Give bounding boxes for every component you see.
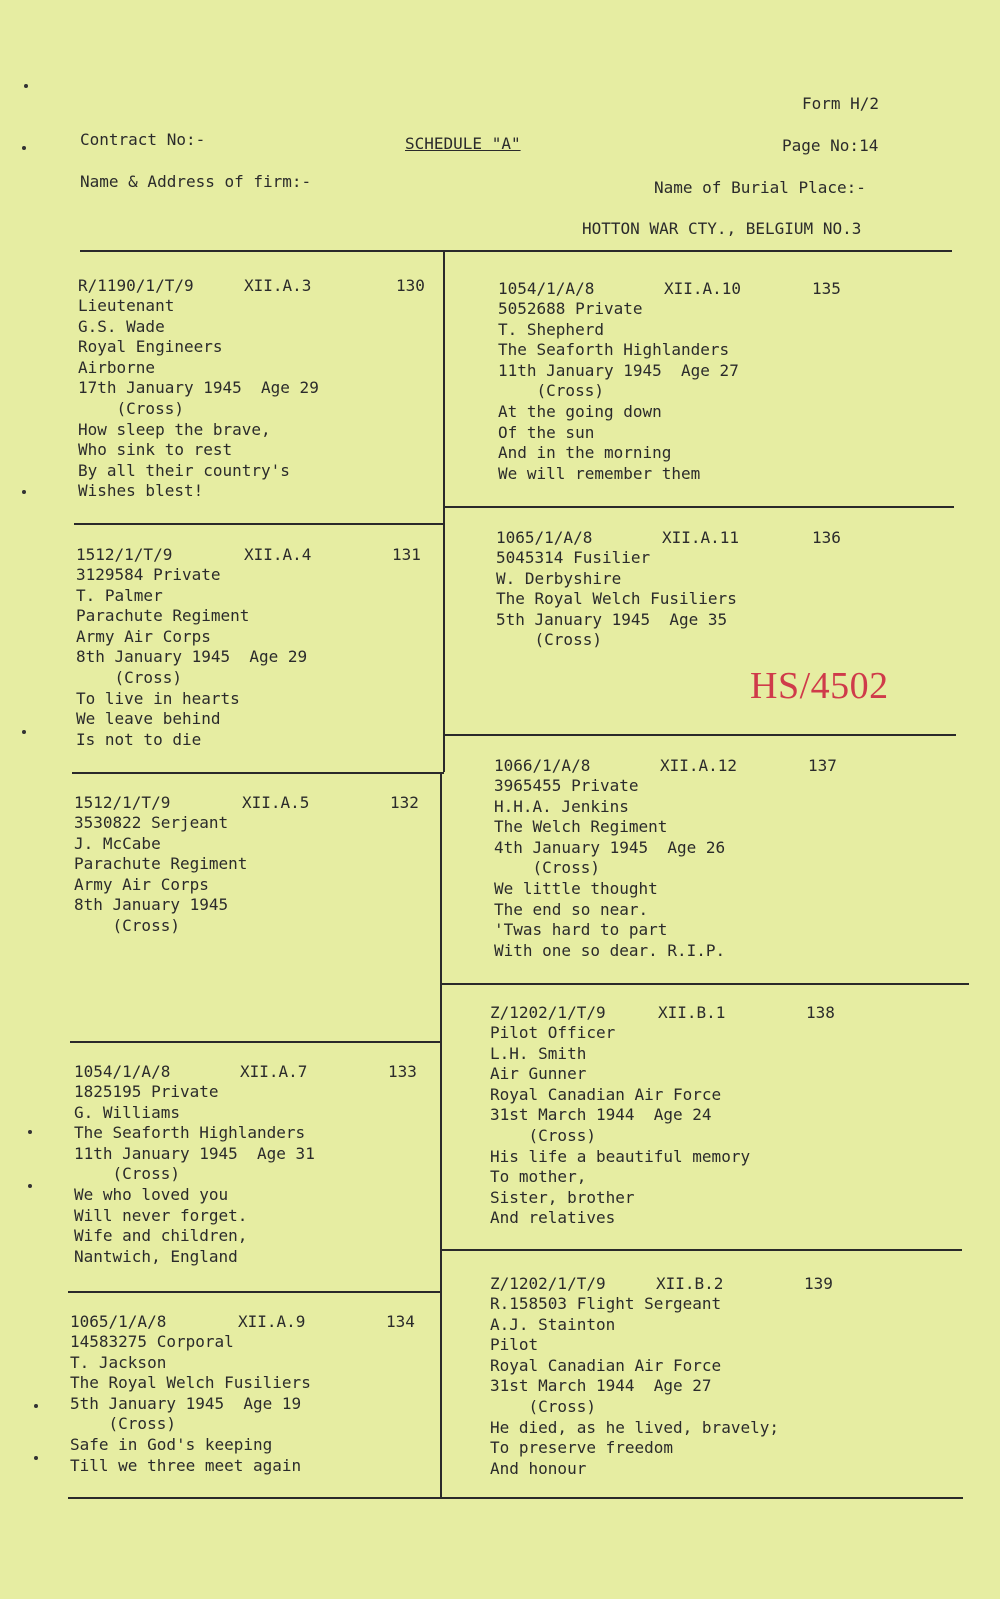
entry-number: 136 [812,528,841,547]
entry-reference: 1054/1/A/8 [498,279,595,298]
entry-line: The Seaforth Highlanders [498,340,730,360]
entry-number: 137 [808,756,837,775]
entry-line: 11th January 1945 Age 27 [498,360,739,380]
entry-line: We who loved you [74,1184,229,1204]
entry-line: Wife and children, [74,1226,248,1246]
entry-number: 139 [804,1274,833,1293]
right-rule-4 [440,1249,962,1251]
entry-line: J. McCabe [74,833,161,853]
margin-speck [34,1456,38,1460]
right-rule-3 [441,983,969,985]
entry-line: Airborne [78,357,156,377]
contract-no-label: Contract No:- [80,130,206,149]
entry-line: (Cross) [76,667,182,687]
entry-line: Air Gunner [490,1064,587,1084]
grave-entry-136 [496,528,856,651]
header-rule [80,250,952,252]
entry-line: (Cross) [490,1125,596,1145]
entry-line: 3129584 Private [76,565,221,584]
entry-number: 138 [806,1003,835,1022]
entry-line: And honour [490,1458,587,1478]
entry-line: G.S. Wade [78,316,165,336]
entry-line: 3965455 Private [494,776,639,795]
entry-line: Pilot [490,1335,539,1355]
bottom-rule [68,1497,963,1499]
entry-line: Royal Canadian Air Force [490,1355,722,1375]
entry-line: G. Williams [74,1102,180,1122]
entry-line: 5th January 1945 Age 19 [70,1393,302,1413]
entry-reference: 1065/1/A/8 [496,528,593,547]
margin-speck [28,1184,32,1188]
entry-line: 4th January 1945 Age 26 [494,837,726,857]
entry-line: 1825195 Private [74,1082,219,1101]
entry-grave-ref: XII.A.9 [238,1312,306,1331]
entry-grave-ref: XII.A.10 [664,279,742,298]
entry-line: 3530822 Serjeant [74,813,229,832]
left-rule-1 [74,523,444,525]
margin-speck [22,490,26,494]
entry-number: 133 [388,1062,417,1081]
entry-line: Army Air Corps [74,874,209,894]
entry-line: To mother, [490,1167,587,1187]
entry-line: 5th January 1945 Age 35 [496,609,728,629]
column-divider-bottom [440,772,442,1498]
entry-line: We will remember them [498,463,701,483]
entry-line: Is not to die [76,729,202,749]
right-rule-1 [444,506,954,508]
firm-label: Name & Address of firm:- [80,172,312,191]
entry-line: Who sink to rest [78,440,233,460]
left-rule-4 [68,1291,440,1293]
entry-line: (Cross) [490,1396,596,1416]
entry-line: The Seaforth Highlanders [74,1123,306,1143]
entry-line: How sleep the brave, [78,419,271,439]
entry-line: To preserve freedom [490,1438,674,1458]
entry-reference: R/1190/1/T/9 [78,276,194,295]
entry-line: Lieutenant [78,296,175,315]
entry-line: 17th January 1945 Age 29 [78,378,319,398]
entry-line: (Cross) [496,630,602,650]
entry-line: Royal Canadian Air Force [490,1084,722,1104]
entry-line: (Cross) [74,1164,180,1184]
column-divider-top [443,252,445,772]
entry-reference: 1512/1/T/9 [74,793,171,812]
entry-number: 131 [392,545,421,564]
margin-speck [34,1404,38,1408]
grave-entry-137 [494,756,854,961]
grave-entry-131 [76,545,436,750]
form-number: Form H/2 [802,94,880,113]
entry-line: Nantwich, England [74,1246,238,1266]
left-rule-2 [72,772,444,774]
entry-line: 31st March 1944 Age 24 [490,1105,712,1125]
entry-line: And in the morning [498,443,672,463]
entry-grave-ref: XII.A.4 [244,545,312,564]
entry-line: (Cross) [498,381,604,401]
entry-grave-ref: XII.B.2 [656,1274,724,1293]
right-rule-2 [444,734,956,736]
entry-line: A.J. Stainton [490,1314,616,1334]
left-rule-3 [70,1041,440,1043]
entry-reference: 1065/1/A/8 [70,1312,167,1331]
entry-line: Till we three meet again [70,1455,302,1475]
entry-line: (Cross) [74,915,180,935]
entry-line: By all their country's [78,460,290,480]
entry-reference: 1066/1/A/8 [494,756,591,775]
entry-line: Parachute Regiment [74,854,248,874]
entry-line: 8th January 1945 [74,895,229,915]
entry-reference: Z/1202/1/T/9 [490,1003,606,1022]
entry-line: Safe in God's keeping [70,1434,273,1454]
entry-grave-ref: XII.B.1 [658,1003,726,1022]
grave-entry-138 [490,1003,850,1229]
entry-line: T. Palmer [76,585,163,605]
grave-entry-135 [498,279,858,484]
entry-line: H.H.A. Jenkins [494,796,629,816]
entry-line: 14583275 Corporal [70,1332,234,1351]
entry-line: The Royal Welch Fusiliers [496,589,737,609]
entry-number: 134 [386,1312,415,1331]
entry-line: Will never forget. [74,1205,248,1225]
entry-line: T. Shepherd [498,319,604,339]
entry-grave-ref: XII.A.12 [660,756,738,775]
entry-line: Pilot Officer [490,1023,616,1042]
entry-line: 8th January 1945 Age 29 [76,647,308,667]
schedule-title: SCHEDULE "A" [405,134,521,153]
entry-line: And relatives [490,1208,616,1228]
entry-line: 11th January 1945 Age 31 [74,1143,315,1163]
archive-stamp: HS/4502 [750,665,889,707]
entry-line: W. Derbyshire [496,568,622,588]
entry-line: The Royal Welch Fusiliers [70,1373,311,1393]
page-number: Page No:14 [782,136,879,155]
margin-speck [22,730,26,734]
entry-line: 31st March 1944 Age 27 [490,1376,712,1396]
burial-place-name: HOTTON WAR CTY., BELGIUM NO.3 [582,219,862,238]
entry-line: Parachute Regiment [76,606,250,626]
entry-line: 5045314 Fusilier [496,548,651,567]
entry-number: 132 [390,793,419,812]
burial-place-label: Name of Burial Place:- [654,178,866,197]
entry-line: Royal Engineers [78,337,223,357]
entry-line: The end so near. [494,899,649,919]
margin-speck [28,1130,32,1134]
entry-grave-ref: XII.A.5 [242,793,310,812]
grave-entry-132 [74,793,434,937]
entry-line: R.158503 Flight Sergeant [490,1294,722,1313]
entry-line: 'Twas hard to part [494,920,668,940]
entry-line: We leave behind [76,709,221,729]
entry-grave-ref: XII.A.7 [240,1062,308,1081]
entry-line: (Cross) [78,398,184,418]
entry-line: To live in hearts [76,688,240,708]
entry-reference: 1512/1/T/9 [76,545,173,564]
entry-line: 5052688 Private [498,299,643,318]
entry-line: With one so dear. R.I.P. [494,940,726,960]
grave-entry-134 [70,1312,430,1476]
entry-reference: Z/1202/1/T/9 [490,1274,606,1293]
margin-speck [22,146,26,150]
entry-line: Army Air Corps [76,626,211,646]
margin-speck [24,84,28,88]
entry-grave-ref: XII.A.11 [662,528,740,547]
entry-line: (Cross) [70,1414,176,1434]
entry-line: (Cross) [494,858,600,878]
grave-entry-130 [78,276,438,502]
grave-entry-133 [74,1062,434,1267]
entry-line: T. Jackson [70,1352,167,1372]
entry-number: 130 [396,276,425,295]
entry-line: L.H. Smith [490,1043,587,1063]
grave-entry-139 [490,1274,850,1479]
entry-line: His life a beautiful memory [490,1146,751,1166]
entry-line: Sister, brother [490,1187,635,1207]
entry-grave-ref: XII.A.3 [244,276,312,295]
entry-line: We little thought [494,878,658,898]
entry-number: 135 [812,279,841,298]
entry-line: At the going down [498,401,662,421]
entry-line: The Welch Regiment [494,817,668,837]
entry-line: Wishes blest! [78,481,204,501]
entry-line: He died, as he lived, bravely; [490,1417,779,1437]
entry-reference: 1054/1/A/8 [74,1062,171,1081]
entry-line: Of the sun [498,422,595,442]
